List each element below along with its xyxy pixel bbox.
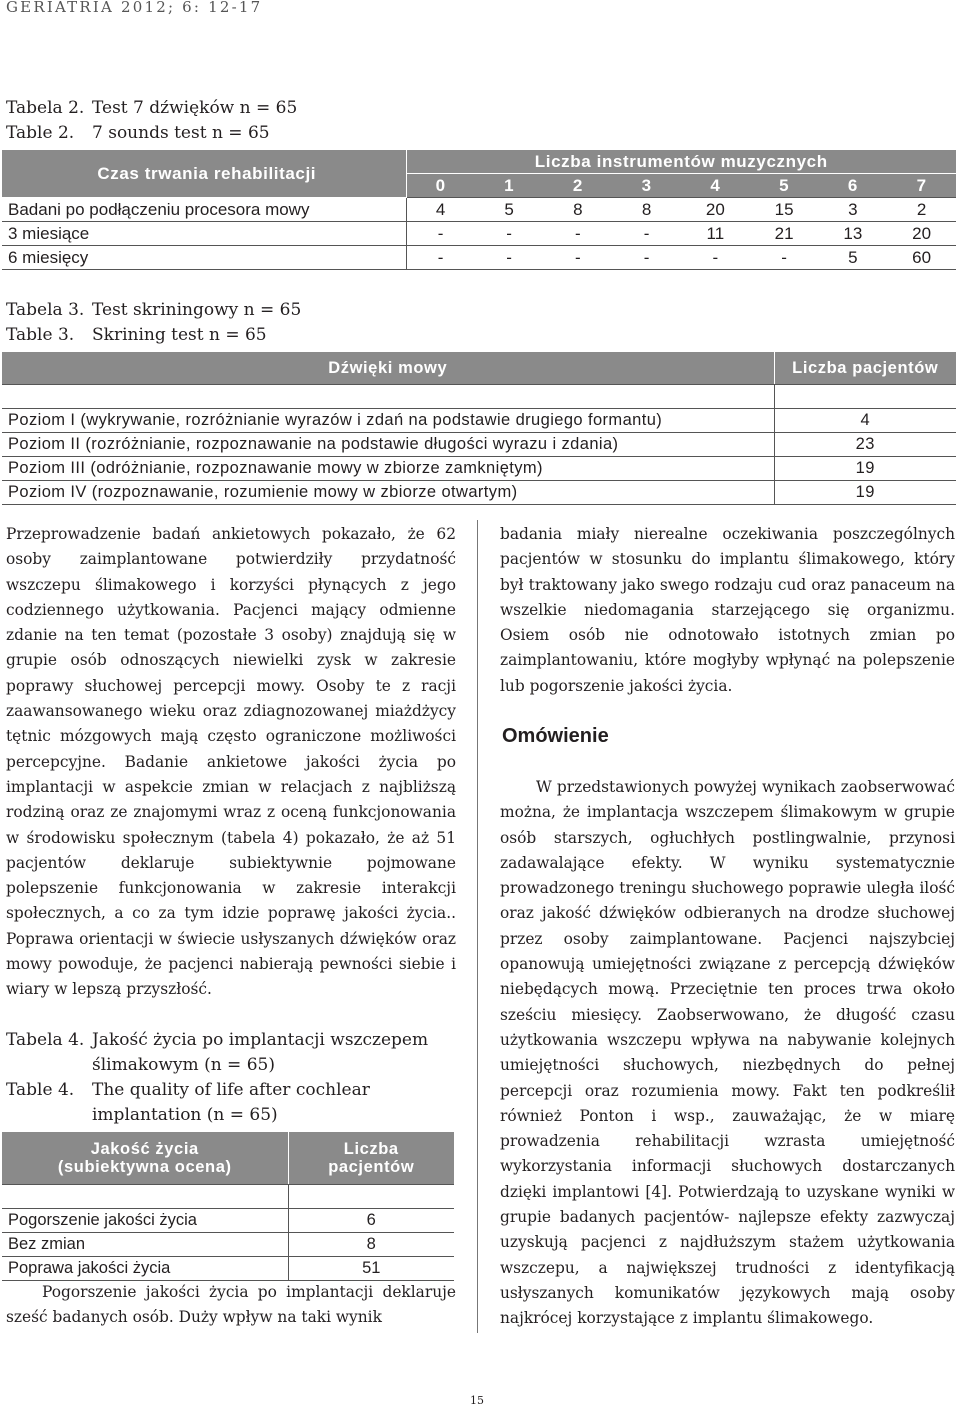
table2-caption [6, 96, 297, 146]
table-cell: 5 [475, 198, 544, 222]
caption-label: Table 3. [6, 325, 75, 345]
table-cell: - [406, 222, 475, 246]
table-cell: 5 [819, 246, 888, 270]
table-row [2, 246, 956, 270]
row-value: 19 [774, 481, 956, 505]
table-row [2, 481, 956, 505]
table-cell: 13 [819, 222, 888, 246]
table-cell: - [612, 246, 681, 270]
table-cell: - [612, 222, 681, 246]
table3-header-sounds: Dźwięki mowy [2, 352, 774, 385]
row-label: Poprawa jakości życia [2, 1257, 288, 1281]
table-cell: - [544, 246, 613, 270]
row-value: 23 [774, 433, 956, 457]
row-value: 4 [774, 409, 956, 433]
table-cell: 15 [750, 198, 819, 222]
left-column-text [6, 522, 456, 1003]
table2-number-header: 4 [681, 174, 750, 198]
caption-text: ślimakowym (n = 65) [92, 1055, 275, 1075]
row-label: Poziom II (rozróżnianie, rozpoznawanie na podstawie długości wyrazu i zdania) [2, 433, 774, 457]
caption-text: The quality of life after cochlear [92, 1080, 370, 1100]
running-head: GERIATRIA 2012; 6: 12-17 [6, 0, 263, 16]
table-cell: 60 [887, 246, 956, 270]
header-line: Jakość życia [90, 1140, 199, 1158]
row-label: Poziom III (odróżnianie, rozpoznawanie mowy w zbiorze zamkniętym) [2, 457, 774, 481]
table2-group-header: Liczba instrumentów muzycznych [406, 150, 956, 174]
table3 [2, 352, 956, 505]
table-cell: - [406, 246, 475, 270]
header-line: Liczba [343, 1140, 399, 1158]
right-column-text-2 [500, 775, 955, 1332]
table4 [2, 1132, 454, 1281]
table3-caption [6, 298, 301, 348]
row-label: 6 miesięcy [2, 246, 406, 270]
right-column-text [500, 522, 955, 699]
table-cell: - [475, 246, 544, 270]
section-heading: Omówienie [502, 725, 609, 747]
caption-text: Skrining test n = 65 [92, 325, 267, 345]
caption-text: 7 sounds test n = 65 [92, 123, 270, 143]
header-line: (subiektywna ocena) [57, 1158, 232, 1176]
row-label: Badani po podłączeniu procesora mowy [2, 198, 406, 222]
table2 [2, 150, 956, 270]
table2-number-header: 5 [750, 174, 819, 198]
caption-label: Table 2. [6, 123, 75, 143]
table-cell: - [544, 222, 613, 246]
caption-text: Jakość życia po implantacji wszczepem [92, 1030, 429, 1050]
table2-number-header: 6 [819, 174, 888, 198]
table-row [2, 222, 956, 246]
table-row [2, 433, 956, 457]
caption-text: implantation (n = 65) [92, 1105, 278, 1125]
row-label: 3 miesiące [2, 222, 406, 246]
row-label: Pogorszenie jakości życia [2, 1209, 288, 1233]
caption-label: Tabela 4. [6, 1030, 85, 1050]
table-cell: - [475, 222, 544, 246]
table-row [2, 409, 956, 433]
left-column-text-2 [6, 1280, 456, 1331]
row-value: 19 [774, 457, 956, 481]
header-line: pacjentów [328, 1158, 415, 1176]
page-number: 15 [470, 1394, 484, 1407]
row-value: 51 [288, 1257, 454, 1281]
table4-header-patients [288, 1132, 454, 1185]
table-row [2, 1209, 454, 1233]
table-row [2, 1257, 454, 1281]
table-cell: 8 [612, 198, 681, 222]
table-cell: - [750, 246, 819, 270]
caption-text: Test 7 dźwięków n = 65 [92, 98, 298, 118]
row-value: 6 [288, 1209, 454, 1233]
table2-number-header: 3 [612, 174, 681, 198]
table-row [2, 457, 956, 481]
paragraph: Pogorszenie jakości życia po implantacji deklaruje sześć badanych osób. Duży wpływ na taki wynik [6, 1283, 456, 1327]
paragraph: badania miały nierealne oczekiwania poszczególnych pacjentów w stosunku do implantu ślimakowego, który był traktowany jako swego rodzaju cud oraz panaceum na wszelkie niedomagania starzejącego się organizmu. Osiem osób nie odnotowało istotnych zmian po zaimplantowaniu, które mogłyby wpłynąć na polepszenie lub pogorszenie jakości życia. [500, 525, 955, 695]
column-rule [477, 520, 478, 1333]
table4-header-quality [2, 1132, 288, 1185]
paragraph: Przeprowadzenie badań ankietowych pokazało, że 62 osoby zaimplantowane potwierdziły przydatność wszczepu ślimakowego i korzyści płynących z jego codziennego użytkowania. Pacjenci mający odmienne zdanie na ten temat (pozostałe 3 osoby) znajdują się w grupie osób odnoszących niewielki zysk w zakresie poprawy słuchowej percepcji mowy. Osoby te z racji zaawansowanego wieku oraz zdiagnozowanej miażdżycy tętnic mózgowych mają często ograniczone możliwości percepcyjne. Badanie ankietowe jakości życia po implantacji w aspekcie zmian w relacjach z najbliższą rodziną oraz ze znajomymi wraz z oceną funkcjonowania w środowisku społecznym (tabela 4) pokazało, że aż 51 pacjentów deklaruje subiektywnie pojmowane polepszenie funkcjonowania w zakresie interakcji społecznych, a co za tym idzie poprawę jakości życia.. Poprawa orientacji w świecie usłyszanych dźwięków oraz mowy powoduje, że pacjenci nabierają pewności siebie i wiary w lepszą przyszłość. [6, 525, 456, 999]
row-label: Bez zmian [2, 1233, 288, 1257]
table-cell: 20 [887, 222, 956, 246]
table-cell: 2 [887, 198, 956, 222]
table-cell: 4 [406, 198, 475, 222]
table4-caption [6, 1028, 456, 1128]
caption-text: Test skriningowy n = 65 [92, 300, 302, 320]
row-value: 8 [288, 1233, 454, 1257]
table2-number-header: 7 [887, 174, 956, 198]
table-cell: 8 [544, 198, 613, 222]
table2-number-header: 2 [544, 174, 613, 198]
paragraph: W przedstawionych powyżej wynikach zaobserwować można, że implantacja wszczepem ślimakowym w grupie osób starszych, ogłuchłych postlingwalnie, przynosi zadawalające efekty. W wyniku systematycznie prowadzonego treningu słuchowego poprawie uległa ilość oraz jakość dźwięków odbieranych na drodze słuchowej przez osoby zaimplantowane. Pacjenci najszybciej opanowują umiejętności związane z percepcją dźwięków niebędących mową. Przeciętnie ten proces trwa około sześciu miesięcy. Zaobserwowano, że długość czasu użytkowania wszczepu wpływa na nabywanie kolejnych umiejętności słuchowych, niezbędnych do pełnej percepcji oraz rozumienia mowy. Fakt ten podkreślił również Ponton i wsp., zauważając, że w miarę prowadzenia rehabilitacji wzrasta umiejętność wykorzystania informacji słuchowych dostarczanych dzięki implantowi [4]. Potwierdzają to uzyskane wyniki w grupie badanych pacjentów- najlepsze efekty zazwyczaj uzyskują pacjenci z najdłuższym stażem użytkowania wszczepu, a największej trudności z identyfikacją usłyszanych komunikatów językowych mają osoby najkrócej korzystające z implantu ślimakowego. [500, 778, 955, 1328]
caption-label: Tabela 2. [6, 98, 85, 118]
table-cell: 20 [681, 198, 750, 222]
table2-col-header: Czas trwania rehabilitacji [2, 150, 406, 198]
table2-number-header: 0 [406, 174, 475, 198]
table2-number-header: 1 [475, 174, 544, 198]
table-row [2, 1233, 454, 1257]
table-row [2, 198, 956, 222]
caption-label: Tabela 3. [6, 300, 85, 320]
table-cell: 21 [750, 222, 819, 246]
caption-label: Table 4. [6, 1080, 75, 1100]
table-cell: 3 [819, 198, 888, 222]
table3-header-patients: Liczba pacjentów [774, 352, 956, 385]
table-cell: 11 [681, 222, 750, 246]
table-cell: - [681, 246, 750, 270]
row-label: Poziom IV (rozpoznawanie, rozumienie mowy w zbiorze otwartym) [2, 481, 774, 505]
row-label: Poziom I (wykrywanie, rozróżnianie wyrazów i zdań na podstawie drugiego formantu) [2, 409, 774, 433]
